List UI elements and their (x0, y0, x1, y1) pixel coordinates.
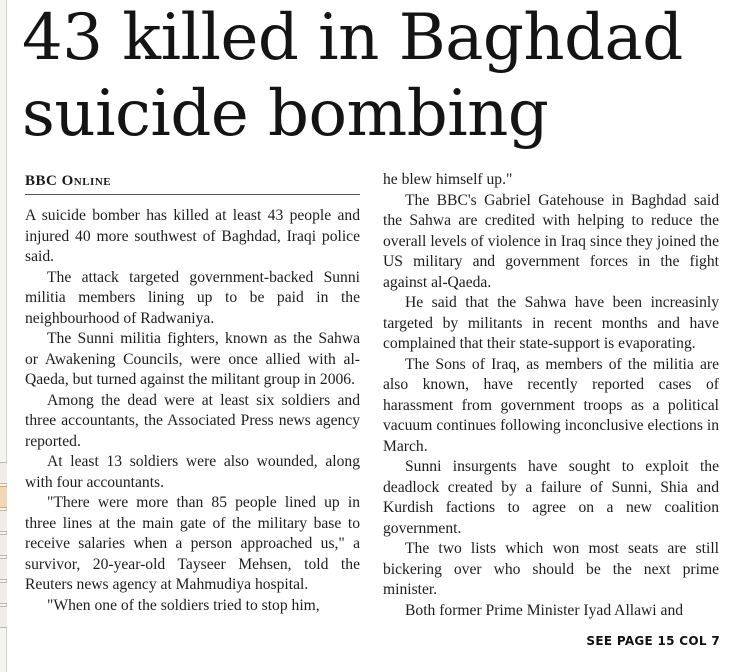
paragraph: A suicide bomber has killed at least 43 people and injured 40 more southwest of Baghdad, Iraqi police said. (25, 207, 360, 265)
headline: 43 killed in Baghdad suicide bombing (22, 1, 683, 151)
paragraph: he blew himself up." (383, 171, 513, 188)
neighbour-edge-mark (0, 486, 7, 508)
neighbour-edge-mark (0, 462, 7, 484)
article-column-left (25, 206, 360, 616)
paragraph: Both former Prime Minister Iyad Allawi and (405, 601, 684, 619)
paragraph: Sunni insurgents have sought to exploit the deadlock created by a failure of Sunni, Shia and Kurdish factions to agree on a new coalition government. (383, 458, 719, 537)
continuation-jump-line: SEE PAGE 15 COL 7 (586, 634, 720, 648)
neighbour-edge-mark (0, 582, 7, 604)
paragraph: "There were more than 85 people lined up in three lines at the main gate of the military base to receive salaries when a person approached us," a survivor, 20-year-old Tayseer Mehsen, told the Reuters news agency at Mahmudiya hospital. (25, 494, 360, 593)
paragraph: At least 13 soldiers were also wounded, along with four accountants. (25, 453, 360, 491)
paragraph: The attack targeted government-backed Sunni militia members lining up to be paid in the neighbourhood of Radwaniya. (25, 268, 360, 327)
neighbour-edge-mark (0, 606, 7, 628)
paragraph: The two lists which won most seats are still bickering over who should be the next prime minister. (383, 540, 719, 598)
article-column-right (383, 170, 719, 621)
paragraph: "When one of the soldiers tried to stop him, (47, 596, 320, 614)
paragraph: The Sons of Iraq, as members of the militia are also known, have recently reported cases of harassment from government troops as a political vacuum continues following inconclusive elections in March. (383, 355, 719, 455)
byline: BBC Online (25, 172, 360, 195)
paragraph: The BBC's Gabriel Gatehouse in Baghdad said the Sahwa are credited with helping to reduce the overall levels of violence in Iraq since they joined the US military and government forces in the fight against al-Qaeda. (383, 191, 719, 291)
neighbour-edge-mark (0, 510, 7, 532)
neighbour-edge-mark (0, 534, 7, 556)
paragraph: The Sunni militia fighters, known as the Sahwa or Awakening Councils, were once allied with al-Qaeda, but turned against the militant group in 2006. (25, 330, 360, 388)
neighbour-edge-mark (0, 558, 7, 580)
paragraph: He said that the Sahwa have been increasinly targeted by militants in recent months and have complained that their state-support is evaporating. (383, 294, 719, 352)
paragraph: Among the dead were at least six soldiers and three accountants, the Associated Press news agency reported. (25, 391, 360, 450)
